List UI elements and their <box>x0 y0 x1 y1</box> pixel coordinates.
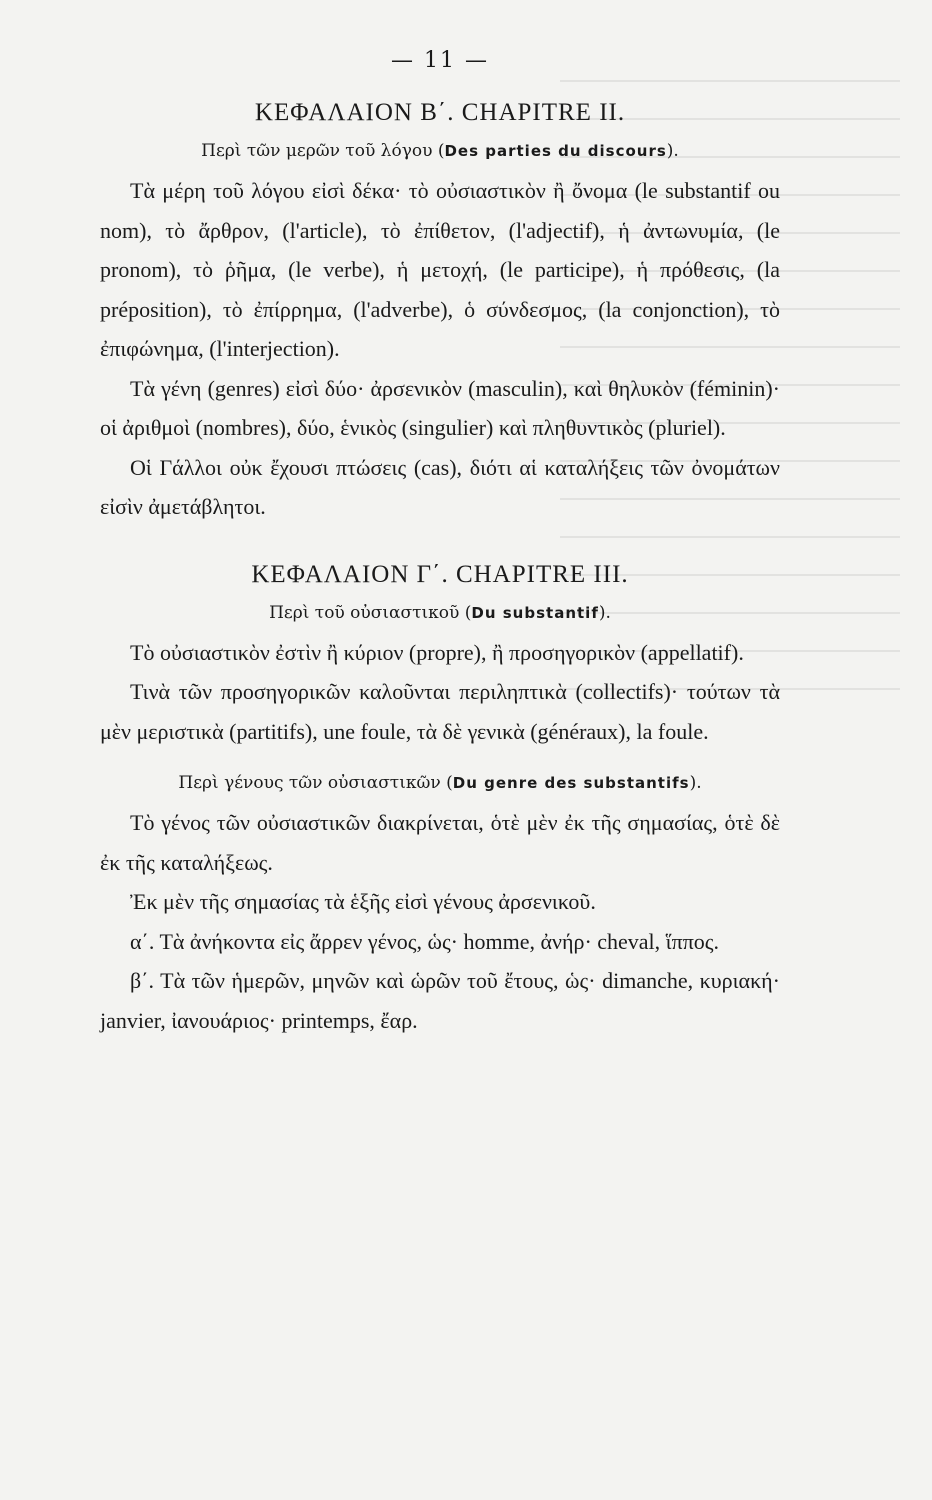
subheading-french: Du substantif <box>471 603 599 622</box>
gender-section-subheading <box>100 773 780 793</box>
chapter-2-subheading <box>100 141 780 161</box>
chapter-3-subheading <box>100 603 780 623</box>
paragraph: α΄. Τὰ ἀνήκοντα εἰς ἄρρεν γένος, ὡς· homme, ἀνήρ· cheval, ἵππος. <box>130 928 720 954</box>
subheading-greek: Περὶ τῶν μερῶν τοῦ λόγου ( <box>201 141 445 161</box>
subheading-close: ). <box>689 773 702 793</box>
paragraph: Τινὰ τῶν προσηγορικῶν καλοῦνται περιληπτικὰ (collectifs)· τούτων τὰ μὲν μεριστικὰ (partitifs), une foule, τὰ δὲ γενικὰ (généraux), la foule. <box>100 679 780 744</box>
paragraph: Τὰ μέρη τοῦ λόγου εἰσὶ δέκα· τὸ οὐσιαστικὸν ἢ ὄνομα (le substantif ou nom), τὸ ἄρθρον, (l'article), τὸ ἐπίθετον, (l'adjectif), ἡ ἀντωνυμία, (le pronom), τὸ ῥῆμα, (le verbe), ἡ μετοχή, (le participe), ἡ πρόθεσις, (la préposition), τὸ ἐπίρρημα, (l'adverbe), ὁ σύνδεσμος, (la conjonction), τὸ ἐπιφώνημα, (l'interjection). <box>100 178 780 361</box>
chapter-2-title: ΚΕΦΑΛΑΙΟΝ Β΄. CHAPITRE II. <box>254 99 626 126</box>
spacer <box>100 527 780 561</box>
page-number: — 11 — <box>391 48 489 73</box>
paragraph: Τὸ οὐσιαστικὸν ἐστὶν ἢ κύριον (propre), ἢ προσηγορικὸν (appellatif). <box>130 639 744 665</box>
paragraph: Τὸ γένος τῶν οὐσιαστικῶν διακρίνεται, ὁτὲ μὲν ἐκ τῆς σημασίας, ὁτὲ δὲ ἐκ τῆς καταλήξεως. <box>100 810 780 875</box>
paragraph: β΄. Τὰ τῶν ἡμερῶν, μηνῶν καὶ ὡρῶν τοῦ ἔτους, ὡς· dimanche, κυριακή· janvier, ἰανουάριος· printemps, ἔαρ. <box>100 968 780 1033</box>
subheading-close: ). <box>666 141 679 161</box>
chapter-3-title: ΚΕΦΑΛΑΙΟΝ Γ΄. CHAPITRE III. <box>251 560 629 588</box>
paragraph: Οἱ Γάλλοι οὐκ ἔχουσι πτώσεις (cas), διότι αἱ καταλήξεις τῶν ὀνομάτων εἰσὶν ἀμετάβλητοι. <box>100 454 780 519</box>
book-page <box>100 40 780 1460</box>
paragraph: Τὰ γένη (genres) εἰσὶ δύο· ἀρσενικὸν (masculin), καὶ θηλυκὸν (féminin)· οἱ ἀριθμοὶ (nombres), δύο, ἑνικὸς (singulier) καὶ πληθυντικὸς (pluriel). <box>100 375 780 440</box>
subheading-french: Des parties du discours <box>444 142 667 160</box>
paragraph: Ἐκ μὲν τῆς σημασίας τὰ ἑξῆς εἰσὶ γένους ἀρσενικοῦ. <box>130 889 596 914</box>
subheading-french: Du genre des substantifs <box>452 774 690 792</box>
subheading-greek: Περὶ γένους τῶν οὐσιαστικῶν ( <box>178 773 453 793</box>
subheading-greek: Περὶ τοῦ οὐσιαστικοῦ ( <box>269 602 472 623</box>
spacer <box>100 751 780 773</box>
subheading-close: ). <box>598 602 611 623</box>
